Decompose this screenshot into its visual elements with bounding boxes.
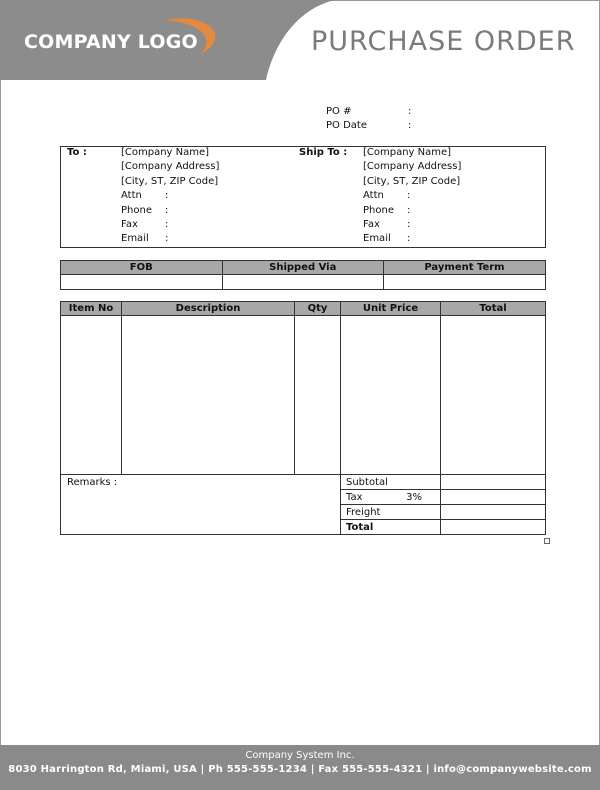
unit-price-header: Unit Price bbox=[341, 302, 441, 316]
subtotal-row bbox=[61, 475, 546, 490]
total-cell[interactable] bbox=[441, 316, 546, 475]
address-box bbox=[60, 146, 546, 248]
remarks-label: Remarks : bbox=[67, 477, 118, 488]
tax-rate: 3% bbox=[406, 491, 422, 503]
ship-to-phone-sep: : bbox=[407, 205, 411, 216]
subtotal-label: Subtotal bbox=[341, 475, 441, 490]
to-phone-sep: : bbox=[165, 205, 169, 216]
table-resize-handle[interactable] bbox=[544, 538, 550, 544]
ship-to-attn-sep: : bbox=[407, 190, 411, 201]
qty-header: Qty bbox=[295, 302, 341, 316]
shipping-header-row bbox=[61, 261, 546, 275]
shipping-value-row bbox=[61, 275, 546, 290]
description-header: Description bbox=[122, 302, 295, 316]
qty-cell[interactable] bbox=[295, 316, 341, 475]
ship-to-attn-label: Attn bbox=[363, 190, 384, 201]
ship-to-email-sep: : bbox=[407, 233, 411, 244]
freight-value[interactable] bbox=[441, 505, 546, 520]
to-phone-label: Phone bbox=[121, 205, 152, 216]
to-label: To : bbox=[67, 147, 87, 158]
company-logo: COMPANY LOGO bbox=[24, 31, 198, 53]
po-date-row bbox=[326, 120, 411, 131]
total-label: Total bbox=[341, 520, 441, 535]
remarks-cell[interactable] bbox=[61, 475, 341, 535]
items-header-row bbox=[61, 302, 546, 316]
total-header: Total bbox=[441, 302, 546, 316]
item-no-cell[interactable] bbox=[61, 316, 122, 475]
ship-to-city-st-zip[interactable]: [City, ST, ZIP Code] bbox=[363, 176, 461, 187]
footer bbox=[0, 745, 600, 790]
po-number-label: PO # bbox=[326, 106, 352, 117]
fob-header: FOB bbox=[61, 261, 223, 275]
footer-contact: 8030 Harrington Rd, Miami, USA | Ph 555-555-1234 | Fax 555-555-4321 | info@companywebsite.com bbox=[8, 764, 592, 775]
payment-term-cell[interactable] bbox=[384, 275, 546, 290]
tax-value[interactable] bbox=[441, 490, 546, 505]
ship-to-company-name[interactable]: [Company Name] bbox=[363, 147, 452, 158]
ship-to-fax-sep: : bbox=[407, 219, 411, 230]
ship-to-email-label: Email bbox=[363, 233, 391, 244]
po-date-sep: : bbox=[408, 120, 412, 131]
ship-to-fax-label: Fax bbox=[363, 219, 380, 230]
fob-cell[interactable] bbox=[61, 275, 223, 290]
payment-term-header: Payment Term bbox=[384, 261, 546, 275]
ship-to-phone-label: Phone bbox=[363, 205, 394, 216]
to-email-sep: : bbox=[165, 233, 169, 244]
unit-price-cell[interactable] bbox=[341, 316, 441, 475]
subtotal-value[interactable] bbox=[441, 475, 546, 490]
po-number-sep: : bbox=[408, 106, 412, 117]
to-city-st-zip[interactable]: [City, ST, ZIP Code] bbox=[121, 176, 219, 187]
to-fax-label: Fax bbox=[121, 219, 138, 230]
po-date-label: PO Date bbox=[326, 120, 367, 131]
shipped-via-cell[interactable] bbox=[222, 275, 384, 290]
description-cell[interactable] bbox=[122, 316, 295, 475]
items-table bbox=[60, 301, 546, 535]
items-body-row bbox=[61, 316, 546, 475]
to-company-address[interactable]: [Company Address] bbox=[121, 161, 220, 172]
ship-to-company-address[interactable]: [Company Address] bbox=[363, 161, 462, 172]
tax-label: Tax bbox=[346, 491, 363, 503]
freight-label: Freight bbox=[341, 505, 441, 520]
shipped-via-header: Shipped Via bbox=[222, 261, 384, 275]
ship-to-label: Ship To : bbox=[299, 147, 348, 158]
footer-company: Company System Inc. bbox=[245, 750, 355, 761]
to-fax-sep: : bbox=[165, 219, 169, 230]
item-no-header: Item No bbox=[61, 302, 122, 316]
document-title: PURCHASE ORDER bbox=[311, 26, 576, 57]
to-attn-label: Attn bbox=[121, 190, 142, 201]
tax-label-cell bbox=[341, 490, 441, 505]
to-company-name[interactable]: [Company Name] bbox=[121, 147, 210, 158]
shipping-table bbox=[60, 260, 546, 290]
to-attn-sep: : bbox=[165, 190, 169, 201]
po-number-row bbox=[326, 106, 411, 117]
to-email-label: Email bbox=[121, 233, 149, 244]
total-value[interactable] bbox=[441, 520, 546, 535]
